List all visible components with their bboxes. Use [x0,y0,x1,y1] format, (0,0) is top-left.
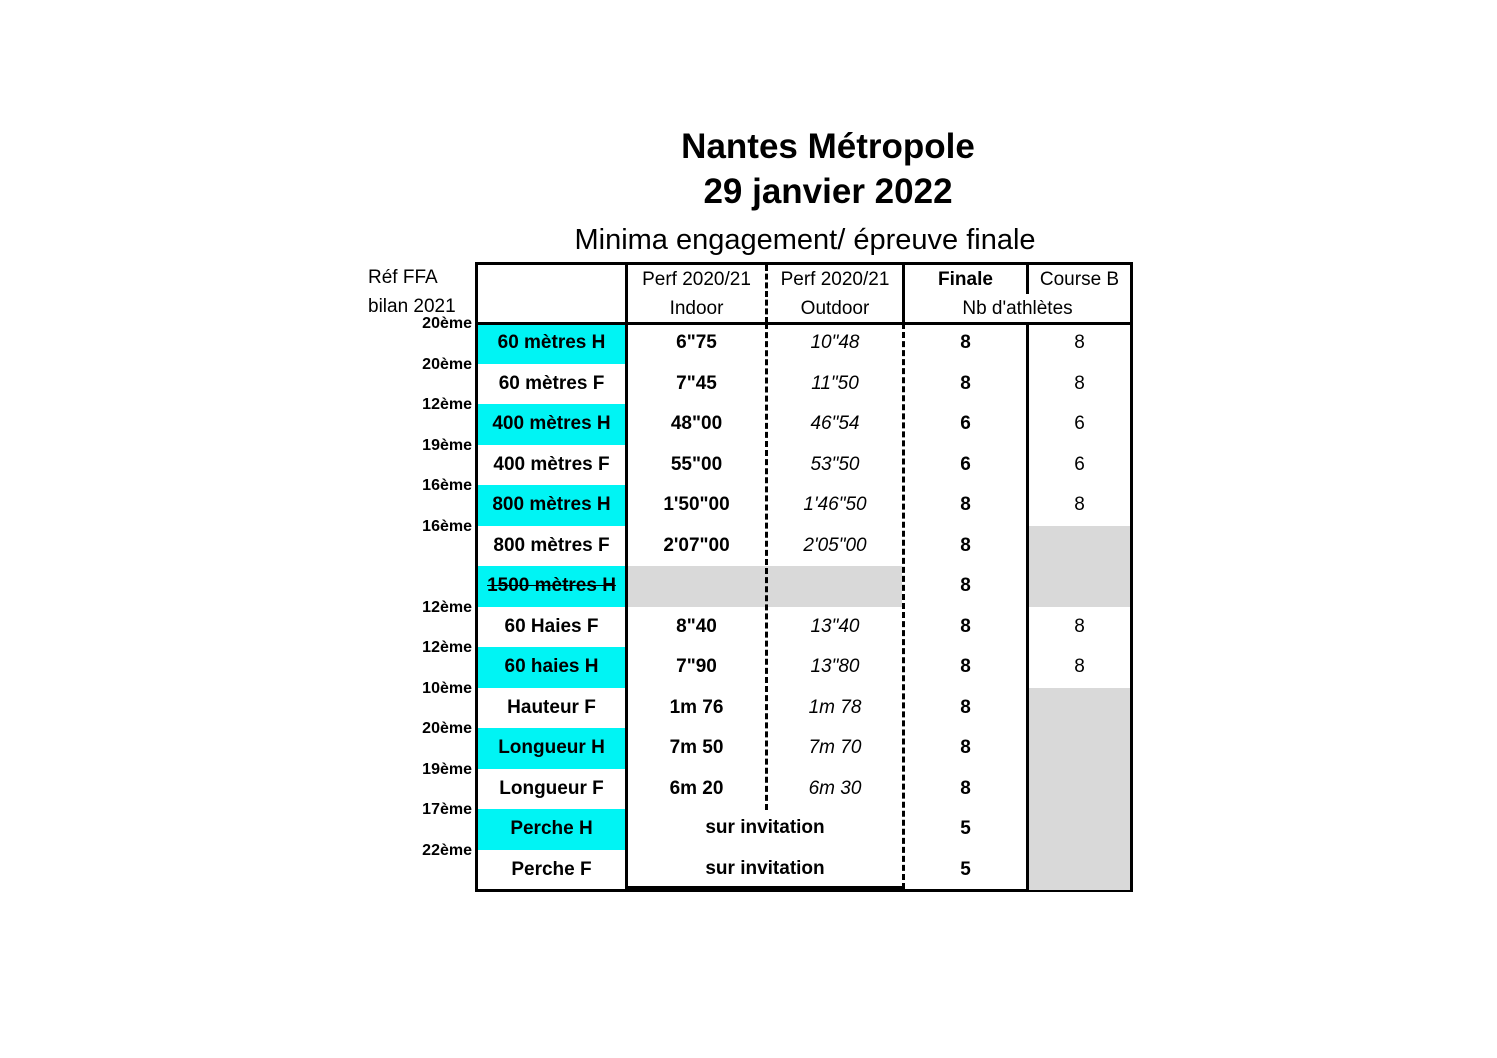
course-b-empty [1029,566,1130,607]
rank-label: 22ème [422,841,472,859]
title-line-2: 29 janvier 2022 [703,172,953,211]
event-name: 1500 mètres H [478,566,625,607]
rank-label: 19ème [422,436,472,454]
indoor-perf: 6m 20 [669,777,724,799]
invitation-text: sur invitation [705,817,825,839]
finale-count: 8 [960,696,971,718]
indoor-perf: 7m 50 [669,737,724,759]
header-indoor-line1: Perf 2020/21 [642,269,751,290]
rank-label: 20ème [422,355,472,373]
finale-count: 5 [960,858,971,880]
invitation-bottom-line [628,886,903,889]
course-b-count: 8 [1074,615,1085,637]
outdoor-perf: 46"54 [810,413,860,435]
rank-label: 20ème [422,315,472,332]
finale-count: 8 [960,332,971,354]
course-b-empty [1029,769,1130,810]
indoor-perf: 48"00 [670,413,723,435]
outdoor-perf: 13"40 [810,615,860,637]
event-name: 800 mètres F [493,534,610,556]
outdoor-perf: 53"50 [810,453,860,475]
finale-count: 8 [960,615,971,637]
minima-table [475,262,1133,892]
course-b-empty [1029,728,1130,769]
event-name: 60 Haies F [504,615,599,637]
course-b-count: 6 [1074,453,1085,475]
course-b-count: 8 [1074,332,1085,354]
finale-count: 8 [960,494,971,516]
course-b-empty [1029,688,1130,729]
course-b-empty [1029,850,1130,891]
perf-header-dash [765,265,768,323]
finale-count: 6 [960,453,971,475]
outdoor-perf: 2'05"00 [803,534,867,556]
indoor-perf: 7"90 [676,656,717,678]
subtitle: Minima engagement/ épreuve finale [574,224,1036,256]
event-name: Hauteur F [507,696,596,718]
rank-label: 12ème [422,396,472,413]
header-nb-athletes: Nb d'athlètes [962,298,1073,319]
course-b-count: 6 [1074,413,1085,435]
outdoor-perf: 13"80 [810,656,860,678]
event-name: Perche H [478,809,625,850]
ref-ffa-line-2: bilan 2021 [368,296,456,317]
perf-body-dash [765,323,768,810]
event-name: Perche F [511,858,592,880]
header-outdoor-line2: Outdoor [800,298,870,319]
rank-label: 16ème [422,477,472,494]
rank-label: 20ème [422,720,472,737]
course-b-empty [1029,526,1130,567]
event-name: Longueur F [499,777,604,799]
course-b-count: 8 [1074,656,1085,678]
indoor-perf: 55"00 [670,453,723,475]
event-name: 60 mètres H [478,323,625,364]
event-column-line [625,265,628,889]
event-name: 60 mètres F [498,372,605,394]
header-course-b: Course B [1039,269,1120,290]
outdoor-perf: 1m 78 [808,696,862,718]
invitation-text: sur invitation [705,857,825,879]
indoor-perf: 1m 76 [669,696,724,718]
course-b-body-line [1026,323,1029,889]
finale-count: 8 [960,372,971,394]
finale-count: 6 [960,413,971,435]
rank-label: 19ème [422,760,472,778]
finale-count: 8 [960,737,971,759]
course-b-empty [1029,809,1130,850]
finale-count: 8 [960,777,971,799]
event-name: 400 mètres H [478,404,625,445]
outdoor-perf: 11"50 [811,372,859,394]
indoor-perf: 2'07"00 [663,534,730,556]
course-b-count: 8 [1074,494,1085,516]
course-b-header-line [1026,265,1029,294]
event-name: 800 mètres H [478,485,625,526]
outdoor-perf: 7m 70 [808,737,862,759]
finale-count: 8 [960,656,971,678]
indoor-perf: 7"45 [676,372,717,394]
rank-label: 17ème [422,801,472,818]
header-bottom-line [478,322,1130,325]
finale-count: 8 [960,534,971,556]
ref-ffa-line-1: Réf FFA [368,267,438,288]
finale-count: 8 [960,575,971,597]
indoor-perf: 6"75 [676,332,717,354]
event-name: 400 mètres F [493,453,610,475]
indoor-perf: 1'50"00 [663,494,730,516]
title-line-1: Nantes Métropole [681,127,975,166]
outdoor-perf: 6m 30 [808,777,862,799]
header-outdoor-line1: Perf 2020/21 [780,269,890,290]
header-indoor-line2: Indoor [669,298,724,319]
ref-ffa-header [356,263,476,321]
course-b-count: 8 [1074,372,1085,394]
finale-header-line [902,265,905,323]
rank-label: 16ème [422,517,472,535]
event-name: 60 haies H [478,647,625,688]
finale-count: 5 [960,818,971,840]
rank-label: 12ème [422,598,472,616]
outdoor-perf: 1'46"50 [803,494,867,516]
outdoor-perf: 10"48 [810,332,860,354]
rank-label: 10ème [422,679,472,697]
indoor-perf: 8"40 [676,615,717,637]
event-name: Longueur H [478,728,625,769]
header-finale: Finale [938,269,993,290]
finale-body-dash [902,323,905,889]
rank-label: 12ème [422,639,472,656]
